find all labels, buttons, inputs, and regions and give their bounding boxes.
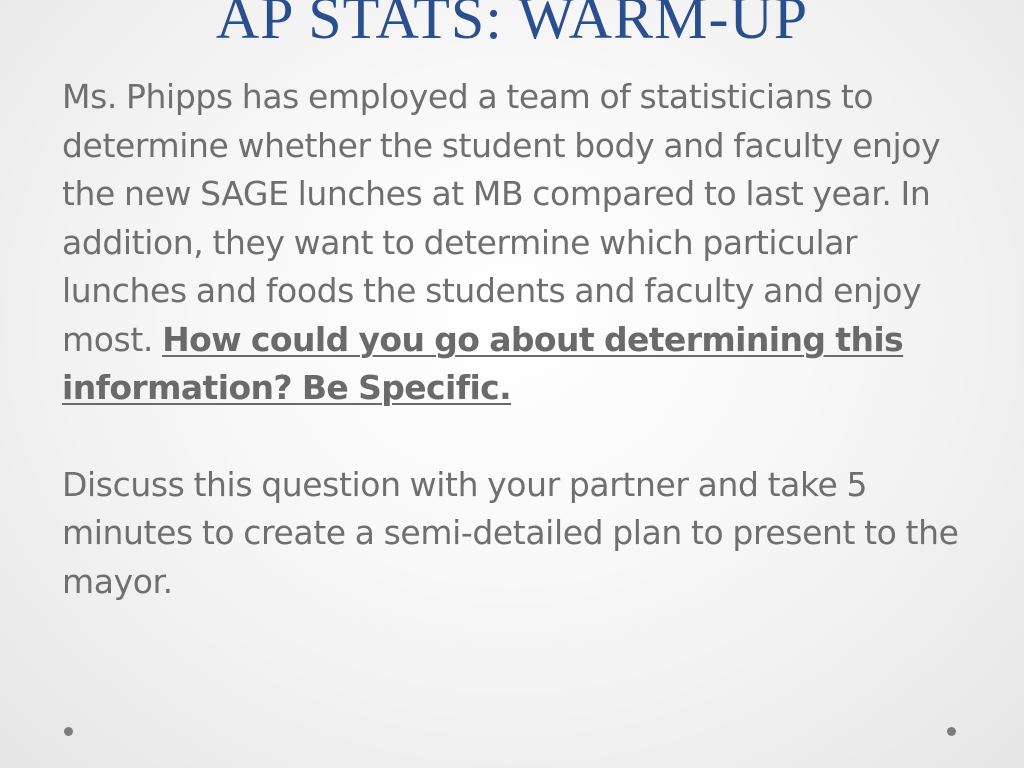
prompt-paragraph (62, 73, 967, 413)
left-bullet-dot-icon (64, 727, 73, 736)
slide-body (62, 73, 967, 606)
slide-title: AP STATS: WARM-UP (215, 0, 809, 51)
instruction-paragraph: Discuss this question with your partner and take 5 minutes to create a semi-detailed plan to present to the mayor. (62, 464, 959, 601)
right-bullet-dot-icon (947, 727, 956, 736)
prompt-text: Ms. Phipps has employed a team of statisticians to determine whether the student body and faculty enjoy the new SAGE lunches at MB compared to last year. In addition, they want to determine which particular lunches and foods the students and faculty and enjoy most. (62, 77, 941, 359)
prompt-question: How could you go about determining this information? Be Specific. (62, 319, 904, 407)
